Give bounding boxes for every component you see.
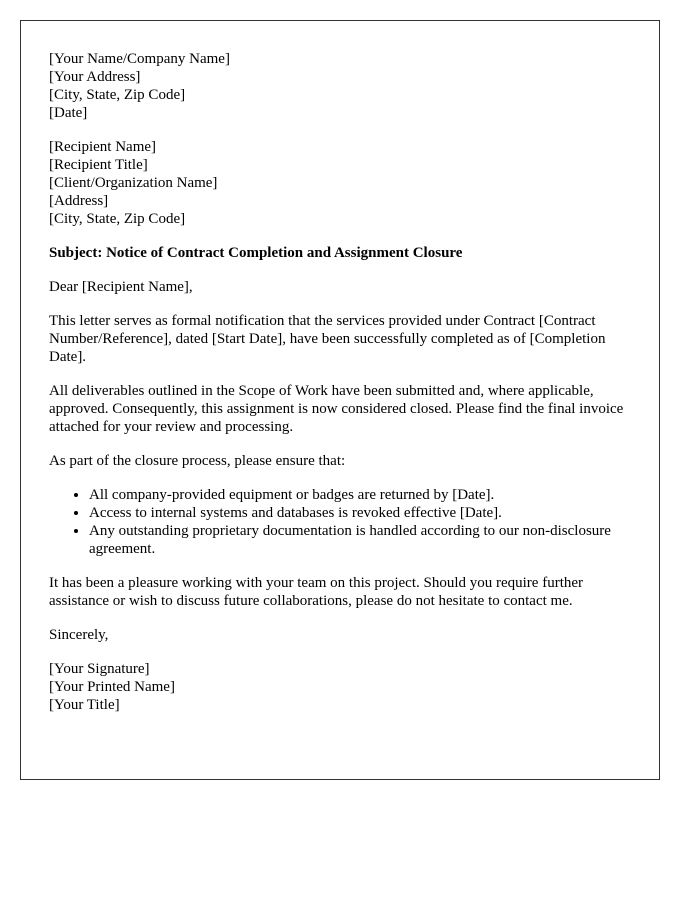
sender-address: [Your Address] xyxy=(49,69,141,85)
recipient-title: [Recipient Title] xyxy=(49,157,148,173)
signoff: Sincerely, xyxy=(49,627,109,643)
list-item: • All company-provided equipment or badges are returned by [Date]. xyxy=(89,486,631,504)
salutation: Dear [Recipient Name], xyxy=(49,279,193,295)
sender-city-state-zip: [City, State, Zip Code] xyxy=(49,87,186,103)
letter-page xyxy=(20,20,660,780)
recipient-address: [Address] xyxy=(49,193,109,209)
recipient-city-state-zip: [City, State, Zip Code] xyxy=(49,211,186,227)
body-paragraph-notification: This letter serves as formal notification that the services provided under Contract [Contract Number/Reference], dated [Start Date], have been successfully completed as of [Completion Date]. xyxy=(49,313,606,365)
list-item: • Access to internal systems and databases is revoked effective [Date]. xyxy=(89,504,631,522)
printed-name: [Your Printed Name] xyxy=(49,679,175,695)
closing-paragraph: It has been a pleasure working with your team on this project. Should you require further assistance or wish to discuss future collaborations, please do not hesitate to contact me. xyxy=(49,575,584,609)
body-paragraph-deliverables: All deliverables outlined in the Scope of Work have been submitted and, where applicable, approved. Consequently, this assignment is now considered closed. Please find the final invoice attached for your review and processing. xyxy=(49,383,624,435)
signature-line: [Your Signature] xyxy=(49,661,150,677)
list-item: • Any outstanding proprietary documentation is handled according to our non-disclosure agreement. xyxy=(89,522,631,558)
recipient-block xyxy=(49,138,631,228)
sender-name: [Your Name/Company Name] xyxy=(49,51,230,67)
signature-block xyxy=(49,660,631,714)
closure-checklist xyxy=(49,486,631,558)
letter-date: [Date] xyxy=(49,105,88,121)
sender-block xyxy=(49,50,631,122)
recipient-name: [Recipient Name] xyxy=(49,139,157,155)
signer-title: [Your Title] xyxy=(49,697,120,713)
subject-line: Subject: Notice of Contract Completion and Assignment Closure xyxy=(49,245,463,261)
body-paragraph-closure-intro: As part of the closure process, please ensure that: xyxy=(49,453,346,469)
recipient-organization: [Client/Organization Name] xyxy=(49,175,218,191)
